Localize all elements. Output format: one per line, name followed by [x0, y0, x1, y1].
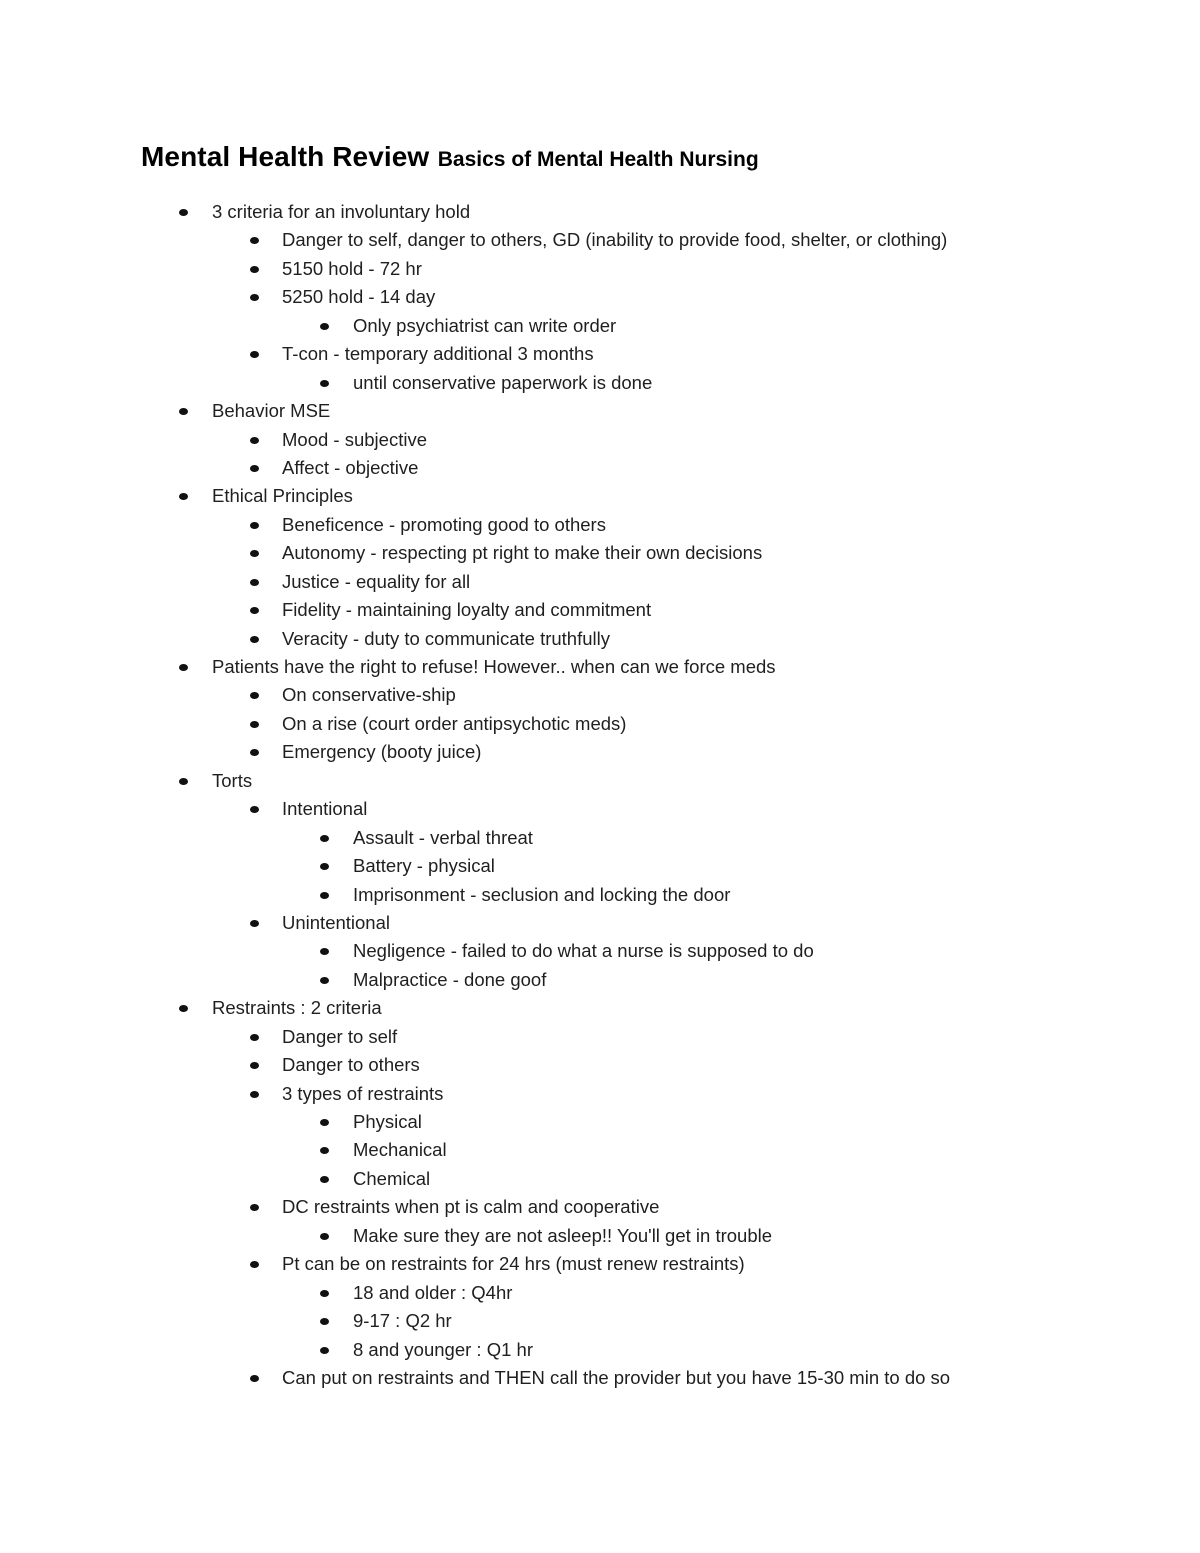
list-item [0, 1136, 1200, 1164]
bullet-dot-icon [250, 437, 259, 444]
bullet-dot-icon [250, 550, 259, 557]
bullet-dot-icon [250, 1261, 259, 1268]
bullet-dot-icon [320, 323, 329, 330]
list-item-text: Veracity - duty to communicate truthfully [282, 627, 610, 649]
bullet-dot-icon [250, 1375, 259, 1382]
list-item [0, 1279, 1200, 1307]
list-item [0, 340, 1200, 368]
list-item [0, 1336, 1200, 1364]
list-item-text: Behavior MSE [212, 400, 331, 422]
list-item-text: Chemical [353, 1167, 431, 1189]
bullet-dot-icon [320, 948, 329, 955]
list-item [0, 909, 1200, 937]
list-item-text: Pt can be on restraints for 24 hrs (must renew restraints) [282, 1253, 745, 1275]
list-item-text: Can put on restraints and THEN call the provider but you have 15-30 min to do so [282, 1366, 951, 1388]
bullet-dot-icon [179, 778, 188, 785]
list-item [0, 539, 1200, 567]
list-item [0, 1364, 1200, 1392]
bullet-dot-icon [320, 835, 329, 842]
bullet-dot-icon [250, 1204, 259, 1211]
list-item [0, 596, 1200, 624]
list-item-text: Malpractice - done goof [353, 968, 547, 990]
list-item-text: Danger to self [282, 1025, 398, 1047]
bullet-dot-icon [250, 1034, 259, 1041]
list-item-text: Battery - physical [353, 855, 495, 877]
list-item-text: Autonomy - respecting pt right to make their own decisions [282, 542, 763, 564]
list-item-text: Danger to others [282, 1054, 420, 1076]
list-item-text: Mechanical [353, 1139, 447, 1161]
list-item-text: Restraints : 2 criteria [212, 997, 382, 1019]
list-item [0, 568, 1200, 596]
list-item [0, 226, 1200, 254]
list-item-text: DC restraints when pt is calm and cooperative [282, 1196, 660, 1218]
list-item [0, 1250, 1200, 1278]
list-item [0, 1193, 1200, 1221]
list-item [0, 767, 1200, 795]
list-item [0, 994, 1200, 1022]
bullet-dot-icon [250, 266, 259, 273]
list-item [0, 511, 1200, 539]
bullet-dot-icon [320, 1176, 329, 1183]
list-item [0, 426, 1200, 454]
list-item-text: 18 and older : Q4hr [353, 1281, 513, 1303]
bullet-dot-icon [320, 380, 329, 387]
title-subtitle: Basics of Mental Health Nursing [437, 148, 759, 171]
list-item-text: Affect - objective [282, 456, 419, 478]
list-item [0, 312, 1200, 340]
bullet-dot-icon [320, 1347, 329, 1354]
list-item [0, 1051, 1200, 1079]
list-item [0, 1108, 1200, 1136]
bullet-dot-icon [250, 607, 259, 614]
list-item-text: 9-17 : Q2 hr [353, 1310, 452, 1332]
bullet-dot-icon [320, 977, 329, 984]
bullet-dot-icon [250, 806, 259, 813]
list-item-text: Assault - verbal threat [353, 826, 533, 848]
list-item [0, 198, 1200, 226]
list-item-text: Emergency (booty juice) [282, 741, 482, 763]
bullet-dot-icon [179, 408, 188, 415]
list-item-text: Unintentional [282, 911, 390, 933]
bullet-dot-icon [179, 1005, 188, 1012]
list-item-text: Patients have the right to refuse! However.. when can we force meds [212, 656, 776, 677]
list-item [0, 881, 1200, 909]
bullet-dot-icon [179, 493, 188, 500]
list-item [0, 397, 1200, 425]
list-item-text: 5150 hold - 72 hr [282, 257, 422, 279]
bullet-dot-icon [250, 465, 259, 472]
bullet-dot-icon [250, 721, 259, 728]
bullet-dot-icon [250, 351, 259, 358]
list-item [0, 681, 1200, 709]
bullet-dot-icon [250, 1062, 259, 1069]
list-item-text: Ethical Principles [212, 485, 353, 507]
list-item-text: 5250 hold - 14 day [282, 286, 436, 308]
list-item [0, 625, 1200, 653]
list-item-text: Imprisonment - seclusion and locking the door [353, 883, 731, 905]
list-item [0, 824, 1200, 852]
list-item-text: until conservative paperwork is done [353, 371, 653, 393]
bullet-dot-icon [320, 1119, 329, 1126]
bullet-dot-icon [320, 1233, 329, 1240]
list-item-text: Danger to self, danger to others, GD (inability to provide food, shelter, or clothing) [282, 229, 948, 251]
list-item [0, 1222, 1200, 1250]
list-item [0, 369, 1200, 397]
bullet-dot-icon [320, 1147, 329, 1154]
list-item-text: T-con - temporary additional 3 months [282, 343, 594, 365]
list-item-text: Physical [353, 1111, 422, 1132]
list-item [0, 852, 1200, 880]
bullet-dot-icon [320, 1318, 329, 1325]
list-item-text: Make sure they are not asleep!! You'll get in trouble [353, 1224, 773, 1246]
list-item [0, 710, 1200, 738]
list-item [0, 454, 1200, 482]
list-item-text: Only psychiatrist can write order [353, 314, 617, 336]
bullet-outline [0, 198, 1200, 1392]
title-main: Mental Health Review [141, 141, 430, 172]
list-item-text: On a rise (court order antipsychotic meds) [282, 712, 627, 734]
list-item [0, 738, 1200, 766]
list-item [0, 1080, 1200, 1108]
bullet-dot-icon [250, 920, 259, 927]
bullet-dot-icon [179, 209, 188, 216]
list-item-text: On conservative-ship [282, 684, 456, 706]
list-item-text: 3 criteria for an involuntary hold [212, 201, 471, 222]
bullet-dot-icon [179, 664, 188, 671]
list-item-text: Negligence - failed to do what a nurse is supposed to do [353, 940, 814, 962]
page-title [141, 141, 759, 173]
list-item [0, 795, 1200, 823]
list-item-text: Torts [212, 769, 253, 791]
bullet-dot-icon [250, 294, 259, 301]
list-item [0, 937, 1200, 965]
list-item [0, 482, 1200, 510]
list-item-text: Mood - subjective [282, 428, 427, 450]
list-item-text: 3 types of restraints [282, 1082, 444, 1104]
bullet-dot-icon [250, 1091, 259, 1098]
list-item [0, 1165, 1200, 1193]
list-item [0, 966, 1200, 994]
bullet-dot-icon [320, 863, 329, 870]
list-item [0, 255, 1200, 283]
list-item [0, 1023, 1200, 1051]
list-item-text: Intentional [282, 798, 368, 820]
bullet-dot-icon [250, 692, 259, 699]
list-item-text: Beneficence - promoting good to others [282, 513, 606, 535]
list-item-text: Justice - equality for all [282, 570, 471, 592]
list-item-text: Fidelity - maintaining loyalty and commitment [282, 599, 652, 621]
bullet-dot-icon [250, 237, 259, 244]
bullet-dot-icon [250, 522, 259, 529]
list-item [0, 653, 1200, 681]
bullet-dot-icon [250, 749, 259, 756]
bullet-dot-icon [250, 579, 259, 586]
list-item-text: 8 and younger : Q1 hr [353, 1338, 533, 1360]
list-item [0, 283, 1200, 311]
bullet-dot-icon [320, 892, 329, 899]
bullet-dot-icon [250, 636, 259, 643]
list-item [0, 1307, 1200, 1335]
bullet-dot-icon [320, 1290, 329, 1297]
